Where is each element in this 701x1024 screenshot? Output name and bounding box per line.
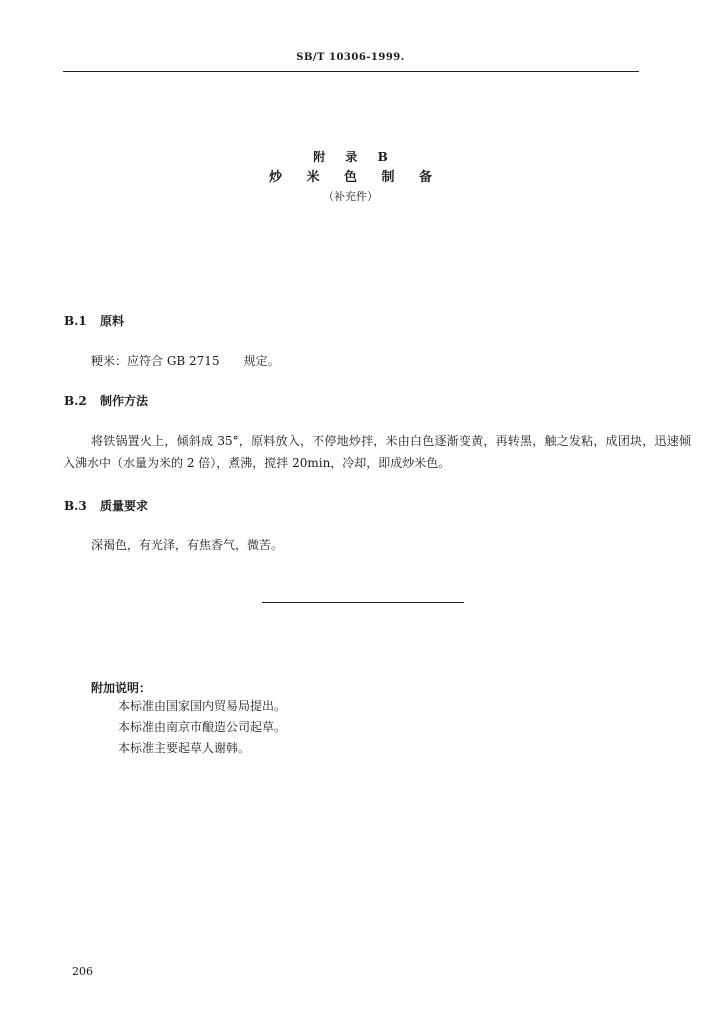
section-number: B.3 [64, 499, 87, 513]
section-title: 制作方法 [100, 394, 149, 408]
remark-line: 本标准由南京市酿造公司起草。 [118, 720, 287, 734]
header-rule [63, 71, 639, 72]
page-number: 206 [72, 965, 93, 978]
section-body-b3: 深褐色，有光泽，有焦香气，微苦。 [91, 538, 284, 552]
section-body-b1: 粳米：应符合 GB 2715 规定。 [91, 354, 280, 368]
section-heading-b2 [64, 392, 148, 409]
section-number: B.2 [64, 394, 87, 408]
section-title: 质量要求 [100, 499, 149, 513]
appendix-title: 炒 米 色 制 备 [268, 170, 443, 185]
remarks-heading: 附加说明： [91, 681, 152, 695]
section-title: 原料 [100, 314, 125, 328]
remark-line: 本标准主要起草人谢韩。 [118, 741, 251, 755]
section-number: B.1 [64, 314, 87, 328]
standard-code: SB/T 10306-1999. [296, 52, 405, 63]
section-heading-b1 [64, 312, 124, 329]
section-heading-b3 [64, 497, 148, 514]
end-rule [262, 602, 464, 603]
remark-line: 本标准由国家国内贸易局提出。 [118, 699, 287, 713]
section-body-b2: 将铁锅置火上，倾斜成 35°，原料放入，不停地炒拌，米由白色逐渐变黄，再转黑，触之发粘，成团块，迅速倾入沸水中（水量为米的 2 倍），煮沸，搅拌 20min，冷却，即成炒米色。 [63, 434, 691, 470]
appendix-label: 附 录 B [313, 150, 396, 164]
appendix-note: （补充件） [323, 190, 378, 203]
